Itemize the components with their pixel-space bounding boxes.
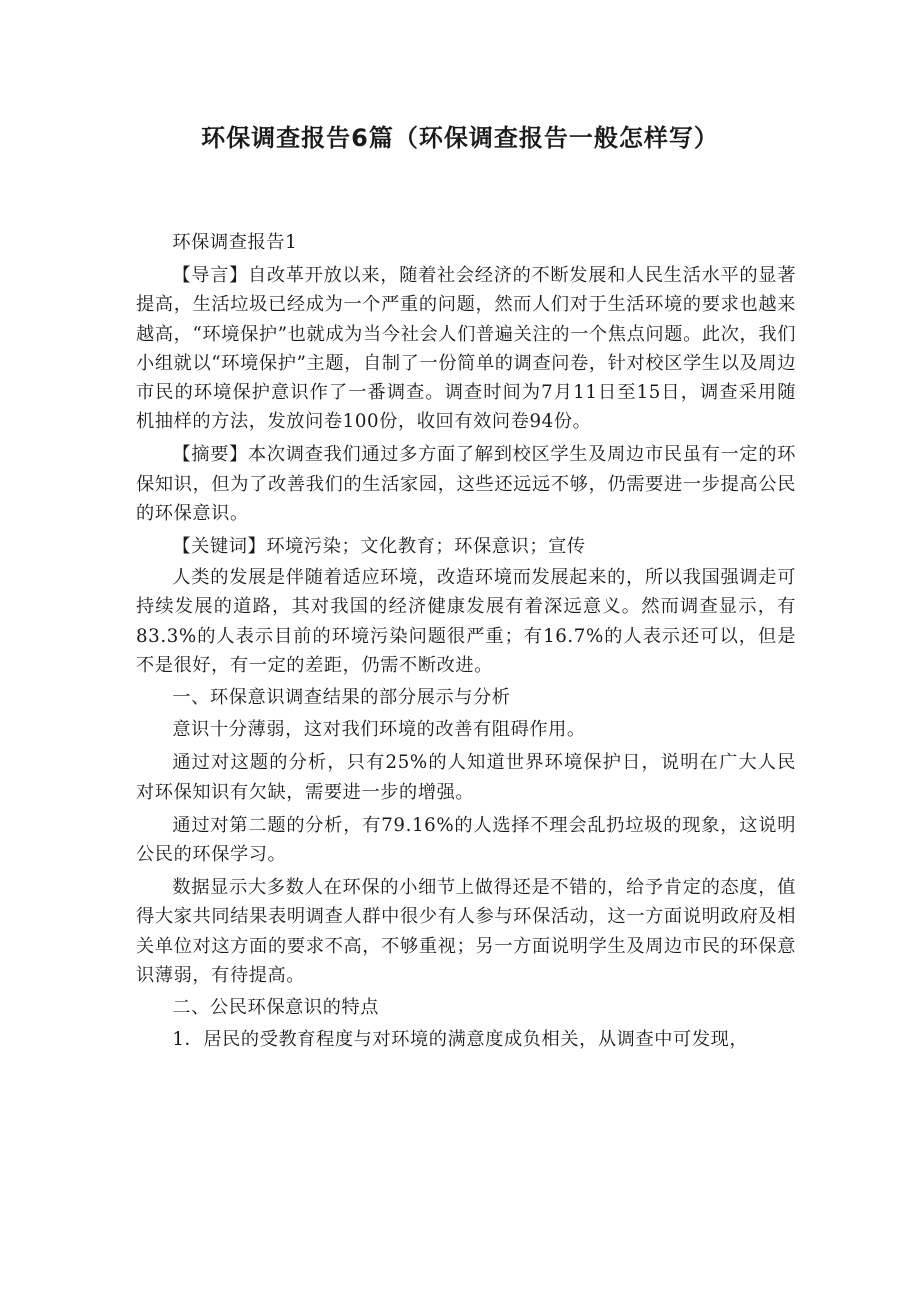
paragraph-body: 1．居民的受教育程度与对环境的满意度成负相关，从调查中可发现， bbox=[172, 1029, 749, 1051]
document-body bbox=[136, 228, 796, 1054]
document-title: 环保调查报告6篇（环保调查报告一般怎样写） bbox=[201, 124, 719, 152]
paragraph-abstract: 【摘要】本次调查我们通过多方面了解到校区学生及周边市民虽有一定的环保知识，但为了改善我们的生活家园，这些还远远不够，仍需要进一步提高公民的环保意识。 bbox=[136, 444, 796, 524]
paragraph-body: 通过对第二题的分析，有79.16%的人选择不理会乱扔垃圾的现象，这说明公民的环保学习。 bbox=[136, 814, 796, 866]
subheading-survey-results: 一、环保意识调查结果的部分展示与分析 bbox=[172, 687, 511, 709]
paragraph-body: 数据显示大多数人在环保的小细节上做得还是不错的，给予肯定的态度，值得大家共同结果表明调查人群中很少有人参与环保活动，这一方面说明政府及相关单位对这方面的要求不高，不够重视；另一方面说明学生及周边市民的环保意识薄弱，有待提高。 bbox=[136, 877, 796, 986]
paragraph-introduction: 【导言】自改革开放以来，随着社会经济的不断发展和人民生活水平的显著提高，生活垃圾已经成为一个严重的问题，然而人们对于生活环境的要求也越来越高，“环境保护”也就成为当今社会人们普遍关注的一个焦点问题。此次，我们小组就以“环境保护”主题，自制了一份简单的调查问卷，针对校区学生以及周边市民的环境保护意识作了一番调查。调查时间为7月11日至15日，调查采用随机抽样的方法，发放问卷100份，收回有效问卷94份。 bbox=[136, 265, 796, 433]
paragraph-body: 人类的发展是伴随着适应环境，改造环境而发展起来的，所以我国强调走可持续发展的道路，其对我国的经济健康发展有着深远意义。然而调查显示，有83.3%的人表示目前的环境污染问题很严重；有16.7%的人表示还可以，但是不是很好，有一定的差距，仍需不断改进。 bbox=[136, 567, 796, 676]
paragraph-body: 意识十分薄弱，这对我们环境的改善有阻碍作用。 bbox=[172, 719, 586, 741]
paragraph-keywords: 【关键词】环境污染；文化教育；环保意识；宣传 bbox=[172, 536, 586, 558]
paragraph-body: 通过对这题的分析，只有25%的人知道世界环境保护日，说明在广大人民对环保知识有欠缺，需要进一步的增强。 bbox=[136, 752, 796, 803]
section-heading: 环保调查报告1 bbox=[172, 232, 298, 253]
subheading-characteristics: 二、公民环保意识的特点 bbox=[172, 997, 380, 1019]
